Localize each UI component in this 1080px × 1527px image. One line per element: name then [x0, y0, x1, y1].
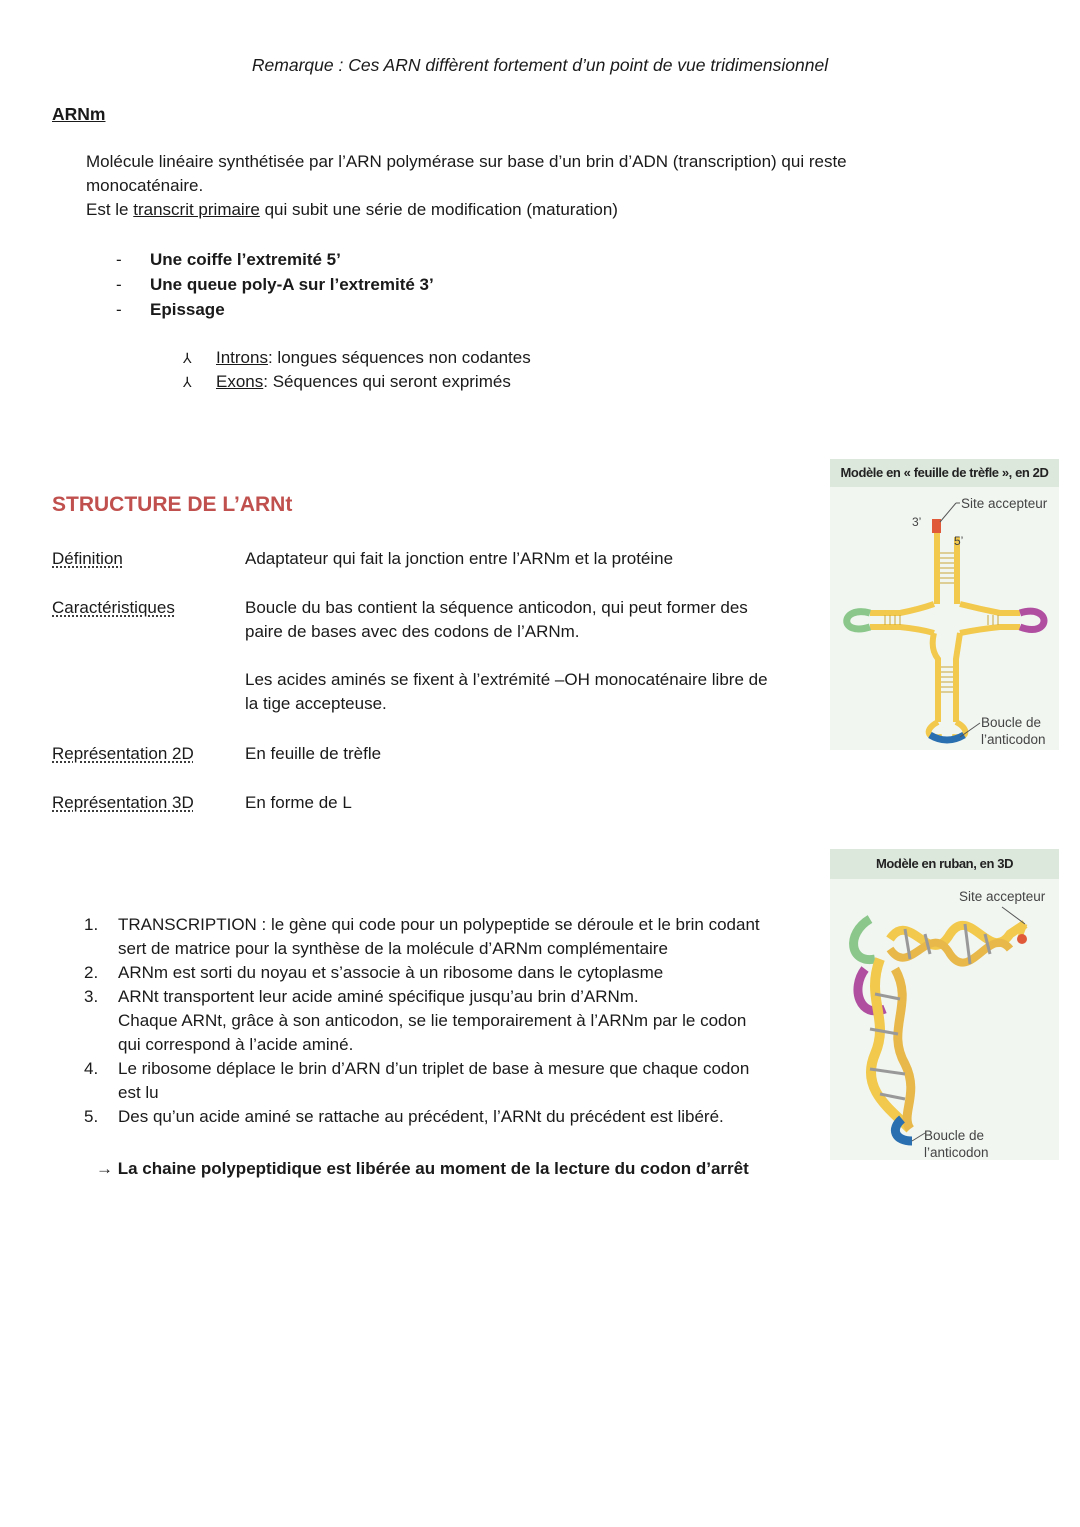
structure-arnt-heading: STRUCTURE DE L’ARNt	[52, 493, 293, 516]
bullet-text: Epissage	[150, 300, 225, 319]
site-leader-line	[1002, 907, 1025, 924]
bullet-text: Une coiffe l’extremité 5’	[150, 250, 341, 269]
figure-3d-loop-label-2: l’anticodon	[924, 1145, 989, 1160]
caracteristiques-line: Les acides aminés se fixent à l’extrémité –OH monocaténaire libre de	[245, 670, 768, 689]
step-line: est lu	[118, 1083, 159, 1102]
step-line: qui correspond à l’acide aminé.	[118, 1035, 354, 1054]
arrowhead-bullet-icon: ⅄	[183, 374, 192, 390]
step-line: Des qu’un acide aminé se rattache au précédent, l’ARNt du précédent est libéré.	[118, 1107, 724, 1126]
arrowhead-bullet-icon: ⅄	[183, 350, 192, 366]
representation-3d-term: Représentation 3D	[52, 793, 194, 812]
exons-text: : Séquences qui seront exprimés	[263, 372, 511, 391]
anticodon-stem-strand	[933, 633, 938, 722]
figure-3d-header: Modèle en ruban, en 3D	[830, 849, 1059, 879]
step-line: Chaque ARNt, grâce à son anticodon, se lie temporairement à l’ARNm par le codon	[118, 1011, 747, 1030]
step-line: sert de matrice pour la synthèse de la molécule d’ARNm complémentaire	[118, 939, 668, 958]
arnm-line-2: monocaténaire.	[86, 176, 204, 195]
cloverleaf-diagram	[830, 487, 1059, 750]
arnm-description	[86, 150, 946, 222]
step-number: 5.	[84, 1107, 99, 1126]
caracteristiques-text	[245, 596, 815, 716]
arnm-line-3	[86, 198, 946, 222]
figure-3d-site-label: Site accepteur	[959, 889, 1046, 904]
transcrit-primaire-term: transcrit primaire	[133, 200, 260, 219]
anticodon-stem-strand	[956, 633, 960, 722]
list-item	[84, 985, 804, 1057]
representation-3d-text: En forme de L	[245, 793, 352, 812]
caracteristiques-spacer	[245, 644, 815, 668]
arnm-line-3-suffix: qui subit une série de modification (maturation)	[259, 200, 618, 219]
list-item	[84, 961, 804, 985]
d-loop-ribbon	[854, 919, 875, 960]
site-leader-line	[940, 503, 956, 522]
figure-2d-site-label: Site accepteur	[961, 496, 1048, 511]
base-pair-lines	[941, 667, 953, 692]
list-item	[183, 346, 531, 370]
exons-term: Exons	[216, 372, 264, 391]
left-arm-strand	[870, 604, 934, 613]
caracteristiques-line: la tige accepteuse.	[245, 694, 387, 713]
base-pair-lines	[940, 553, 954, 583]
step-number: 4.	[84, 1059, 99, 1078]
list-item	[84, 1057, 804, 1105]
step-line: Le ribosome déplace le brin d’ARN d’un triplet de base à mesure que chaque codon	[118, 1059, 750, 1078]
list-item	[183, 370, 531, 394]
list-item	[84, 913, 804, 961]
bullet-text: Une queue poly-A sur l’extremité 3’	[150, 275, 434, 294]
anticodon-arm-ribbon	[895, 969, 911, 1129]
translation-steps-list	[84, 913, 804, 1129]
dash-bullet: -	[116, 250, 122, 269]
maturation-list	[116, 248, 434, 323]
list-item	[116, 298, 434, 323]
introns-term: Introns	[216, 348, 268, 367]
step-number: 3.	[84, 987, 99, 1006]
caracteristiques-line: Boucle du bas contient la séquence anticodon, qui peut former des	[245, 598, 748, 617]
conclusion-line: → La chaine polypeptidique est libérée au moment de la lecture du codon d’arrêt	[96, 1159, 749, 1178]
t-loop	[1020, 611, 1044, 629]
arnm-heading: ARNm	[52, 104, 106, 124]
acceptor-stem-strand	[934, 532, 940, 604]
right-arm-strand	[960, 604, 1020, 613]
step-line: TRANSCRIPTION : le gène qui code pour un polypeptide se déroule et le brin codant	[118, 915, 760, 934]
anticodon-loop	[930, 735, 964, 740]
figure-2d-loop-label-1: Boucle de	[981, 715, 1042, 730]
d-loop	[847, 612, 870, 629]
step-number: 2.	[84, 963, 99, 982]
acceptor-end-marker	[932, 519, 941, 533]
introns-text: : longues séquences non codantes	[267, 348, 531, 367]
figure-2d-header: Modèle en « feuille de trèfle », en 2D	[830, 459, 1059, 487]
remark-line: Remarque : Ces ARN diffèrent fortement d’un point de vue tridimensionnel	[251, 55, 829, 75]
figure-ribbon-3d	[830, 849, 1059, 1160]
left-arm-strand	[870, 627, 934, 633]
base-pair-lines	[885, 615, 900, 625]
arnm-line-3-prefix: Est le	[86, 200, 134, 219]
definition-text	[245, 547, 815, 571]
list-item	[116, 273, 434, 298]
definition-term: Définition	[52, 549, 123, 568]
caracteristiques-line: paire de bases avec des codons de l’ARNm.	[245, 622, 580, 641]
dash-bullet: -	[116, 275, 122, 294]
figure-2d-loop-label-2: l’anticodon	[981, 732, 1046, 747]
representation-2d-text: En feuille de trèfle	[245, 744, 382, 763]
list-item	[84, 1105, 804, 1129]
step-line: ARNt transportent leur acide aminé spécifique jusqu’au brin d’ARNm.	[118, 987, 639, 1006]
right-arm-strand	[960, 627, 1020, 633]
dash-bullet: -	[116, 300, 122, 319]
ribbon-diagram	[830, 879, 1059, 1160]
list-item	[116, 248, 434, 273]
step-number: 1.	[84, 915, 99, 934]
definition-line: Adaptateur qui fait la jonction entre l’ARNm et la protéine	[245, 549, 674, 568]
figure-2d-5prime-label: 5’	[954, 534, 964, 548]
figure-3d-loop-label-1: Boucle de	[924, 1128, 985, 1143]
figure-cloverleaf-2d	[830, 459, 1059, 750]
arnm-line-1: Molécule linéaire synthétisée par l’ARN polymérase sur base d’un brin d’ADN (transcription) qui reste	[86, 152, 847, 171]
step-line: ARNm est sorti du noyau et s’associe à un ribosome dans le cytoplasme	[118, 963, 664, 982]
epissage-sublist	[183, 346, 531, 394]
acceptor-end-marker	[1017, 934, 1027, 944]
representation-2d-term: Représentation 2D	[52, 744, 194, 763]
figure-2d-3prime-label: 3’	[912, 515, 922, 529]
base-pair-lines	[988, 615, 998, 625]
caracteristiques-term: Caractéristiques	[52, 598, 175, 617]
